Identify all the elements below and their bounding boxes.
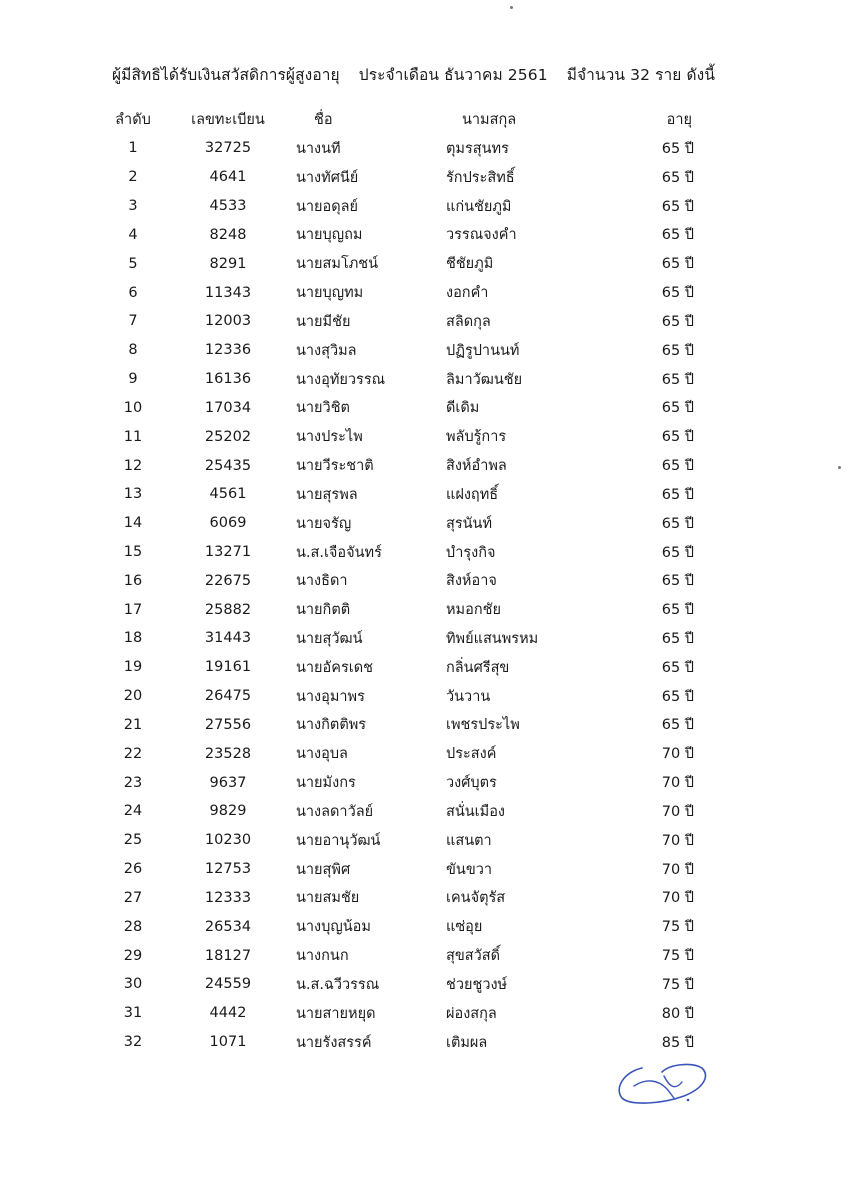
- row-first-name: นางลดาวัลย์: [296, 803, 374, 820]
- row-first-name: นางประไพ: [296, 429, 363, 446]
- row-last-name: วงศ์บุตร: [446, 775, 497, 792]
- row-last-name: แซ่อุย: [446, 919, 483, 936]
- row-last-name: เพชรประไพ: [446, 717, 520, 734]
- scan-speck: [838, 466, 841, 469]
- table-row: [100, 509, 700, 538]
- row-first-name: นายบุญถม: [296, 227, 363, 244]
- row-age: 65 ปี: [661, 429, 694, 446]
- table-row: [100, 884, 700, 913]
- table-row: [100, 711, 700, 740]
- row-order: 3: [128, 198, 138, 215]
- table-row: [100, 855, 700, 884]
- row-registration-number: 27556: [204, 716, 252, 733]
- row-last-name: ปฏิรูปานนท์: [446, 342, 520, 359]
- row-age: 65 ปี: [661, 458, 694, 475]
- row-age: 65 ปี: [661, 486, 694, 503]
- row-last-name: วันวาน: [446, 688, 491, 705]
- row-first-name: นายรังสรรค์: [296, 1034, 372, 1051]
- row-registration-number: 12333: [204, 889, 252, 906]
- row-first-name: นายสายหยุด: [296, 1005, 376, 1022]
- row-registration-number: 12003: [204, 313, 252, 330]
- row-order: 26: [123, 861, 143, 878]
- row-registration-number: 11343: [204, 284, 252, 301]
- row-order: 10: [123, 399, 143, 416]
- column-header-order: ลำดับ: [115, 111, 151, 128]
- row-age: 75 ปี: [661, 976, 694, 993]
- row-registration-number: 26475: [204, 688, 252, 705]
- column-header-first-name: ชื่อ: [314, 111, 333, 128]
- table-row: [100, 653, 700, 682]
- table-row: [100, 278, 700, 307]
- row-order: 7: [128, 313, 138, 330]
- row-order: 15: [123, 544, 143, 560]
- row-first-name: นายมีชัย: [296, 313, 351, 330]
- table-row: [100, 624, 700, 653]
- row-registration-number: 4641: [209, 169, 247, 186]
- row-first-name: นายอัครเดช: [296, 659, 373, 676]
- row-age: 65 ปี: [661, 227, 694, 244]
- row-last-name: วรรณจงคำ: [446, 227, 517, 244]
- table-row: [100, 336, 700, 365]
- row-order: 16: [123, 572, 143, 589]
- row-first-name: นายสมชัย: [296, 890, 360, 907]
- row-order: 23: [123, 774, 143, 791]
- row-first-name: นายกิตติ: [296, 602, 351, 619]
- table-row: [100, 192, 700, 221]
- row-registration-number: 4442: [209, 1005, 247, 1022]
- row-registration-number: 8248: [209, 226, 247, 243]
- table-row: [100, 970, 700, 999]
- row-first-name: นายจรัญ: [296, 515, 352, 532]
- row-first-name: นายวิชิต: [296, 400, 350, 417]
- row-age: 65 ปี: [661, 630, 694, 647]
- row-age: 70 ปี: [661, 803, 694, 820]
- row-age: 85 ปี: [661, 1034, 694, 1051]
- row-first-name: นายอดุลย์: [296, 198, 359, 215]
- row-registration-number: 1071: [209, 1034, 247, 1051]
- row-registration-number: 25202: [204, 428, 252, 445]
- row-registration-number: 25435: [204, 457, 252, 474]
- row-order: 6: [128, 284, 138, 301]
- signature-mark: [612, 1058, 712, 1108]
- row-registration-number: 10230: [204, 832, 252, 849]
- row-age: 65 ปี: [661, 544, 694, 561]
- column-header-last-name: นามสกุล: [462, 111, 517, 128]
- row-order: 2: [128, 169, 138, 186]
- row-last-name: สิงห์อาจ: [446, 573, 497, 590]
- row-last-name: ตุมรสุนทร: [446, 140, 509, 157]
- row-last-name: ผ่องสกุล: [446, 1005, 497, 1022]
- row-order: 19: [123, 659, 143, 676]
- row-registration-number: 17034: [204, 399, 252, 416]
- row-first-name: นายสมโภชน์: [296, 256, 379, 273]
- row-age: 65 ปี: [661, 169, 694, 186]
- table-row: [100, 307, 700, 336]
- row-last-name: กลิ่นศรีสุข: [446, 659, 510, 676]
- row-age: 65 ปี: [661, 688, 694, 705]
- row-registration-number: 9829: [209, 803, 247, 820]
- table-row: [100, 480, 700, 509]
- table-row: [100, 220, 700, 249]
- row-registration-number: 26534: [204, 918, 252, 935]
- row-order: 14: [123, 515, 143, 532]
- row-order: 1: [128, 140, 138, 157]
- table-row: [100, 422, 700, 451]
- row-registration-number: 16136: [204, 371, 252, 388]
- row-order: 13: [123, 486, 143, 503]
- document-heading: [112, 62, 812, 87]
- row-registration-number: 25882: [204, 601, 252, 618]
- row-registration-number: 24559: [204, 976, 252, 993]
- row-age: 65 ปี: [661, 659, 694, 676]
- row-last-name: สลิดกุล: [446, 313, 491, 330]
- row-first-name: นางสุวิมล: [296, 342, 357, 359]
- table-row: [100, 134, 700, 163]
- row-last-name: พลับรู้การ: [446, 429, 507, 446]
- column-header-age: อายุ: [666, 111, 692, 128]
- row-order: 11: [123, 428, 143, 445]
- row-age: 65 ปี: [661, 140, 694, 157]
- column-header-registration: เลขทะเบียน: [191, 111, 265, 128]
- row-age: 65 ปี: [661, 198, 694, 215]
- row-last-name: แสนตา: [446, 832, 492, 849]
- row-registration-number: 19161: [204, 659, 252, 676]
- row-age: 65 ปี: [661, 285, 694, 302]
- row-last-name: เคนจัตุรัส: [446, 890, 506, 907]
- row-order: 24: [123, 803, 143, 820]
- row-first-name: นางอุมาพร: [296, 688, 365, 705]
- row-first-name: นางอุทัยวรรณ: [296, 371, 386, 388]
- row-registration-number: 9637: [209, 774, 247, 791]
- row-age: 65 ปี: [661, 400, 694, 417]
- row-registration-number: 18127: [204, 947, 252, 964]
- row-last-name: แฝงฤทธิ์: [446, 486, 499, 503]
- row-order: 4: [128, 226, 138, 243]
- row-last-name: ดีเดิม: [446, 400, 480, 417]
- row-order: 12: [123, 457, 143, 474]
- row-first-name: นางอุบล: [296, 746, 348, 763]
- row-last-name: ทิพย์แสนพรหม: [446, 630, 539, 647]
- row-last-name: ขันขวา: [446, 861, 493, 878]
- row-registration-number: 4561: [209, 486, 247, 503]
- table-row: [100, 941, 700, 970]
- beneficiary-table: [100, 104, 700, 1057]
- table-row: [100, 999, 700, 1028]
- row-age: 75 ปี: [661, 919, 694, 936]
- row-first-name: นายวีระชาติ: [296, 458, 374, 475]
- row-age: 80 ปี: [661, 1005, 694, 1022]
- row-order: 29: [123, 947, 143, 964]
- row-order: 20: [123, 688, 143, 705]
- table-row: [100, 1028, 700, 1057]
- row-first-name: นายสุรพล: [296, 486, 358, 503]
- table-row: [100, 451, 700, 480]
- row-registration-number: 23528: [204, 745, 252, 762]
- row-first-name: นางธิดา: [296, 573, 348, 590]
- row-order: 17: [123, 601, 143, 618]
- row-registration-number: 32725: [204, 140, 252, 157]
- table-row: [100, 826, 700, 855]
- row-registration-number: 31443: [204, 630, 252, 647]
- row-age: 70 ปี: [661, 746, 694, 763]
- table-row: [100, 163, 700, 192]
- heading-count: มีจำนวน 32 ราย ดังนี้: [566, 66, 716, 84]
- row-last-name: หมอกชัย: [446, 602, 501, 619]
- table-row: [100, 797, 700, 826]
- row-age: 65 ปี: [661, 371, 694, 388]
- row-order: 32: [123, 1034, 143, 1051]
- row-first-name: นายอานุวัฒน์: [296, 832, 381, 849]
- row-first-name: น.ส.เจือจันทร์: [296, 544, 382, 561]
- row-last-name: รักประสิทธิ์: [446, 169, 515, 186]
- row-first-name: นางกนก: [296, 948, 349, 965]
- row-age: 70 ปี: [661, 775, 694, 792]
- table-row: [100, 912, 700, 941]
- row-registration-number: 6069: [209, 515, 247, 532]
- row-first-name: นายมังกร: [296, 775, 356, 792]
- row-age: 75 ปี: [661, 948, 694, 965]
- row-registration-number: 13271: [204, 544, 252, 560]
- row-last-name: สุขสวัสดิ์: [446, 948, 501, 965]
- row-last-name: สิงห์อำพล: [446, 458, 507, 475]
- row-registration-number: 12753: [204, 861, 252, 878]
- row-last-name: บำรุงกิจ: [446, 544, 496, 561]
- row-order: 18: [123, 630, 143, 647]
- row-age: 70 ปี: [661, 861, 694, 878]
- row-last-name: ชีชัยภูมิ: [446, 256, 494, 273]
- row-first-name: นางนที: [296, 140, 341, 157]
- row-order: 9: [128, 371, 138, 388]
- table-row: [100, 595, 700, 624]
- heading-period: ประจำเดือน ธันวาคม 2561: [358, 66, 548, 84]
- row-order: 25: [123, 832, 143, 849]
- row-last-name: งอกคำ: [446, 285, 489, 302]
- row-age: 65 ปี: [661, 602, 694, 619]
- row-age: 65 ปี: [661, 342, 694, 359]
- row-order: 28: [123, 918, 143, 935]
- row-last-name: ช่วยชูวงษ์: [446, 976, 508, 993]
- row-last-name: ลิมาวัฒนชัย: [446, 371, 523, 388]
- row-order: 30: [123, 976, 143, 993]
- table-row: [100, 682, 700, 711]
- row-last-name: เติมผล: [446, 1034, 488, 1051]
- row-first-name: น.ส.ฉวีวรรณ: [296, 976, 380, 993]
- table-body: [100, 134, 700, 1057]
- scan-speck: [510, 6, 513, 9]
- row-last-name: สุรนันท์: [446, 515, 493, 532]
- table-header-row: [100, 104, 700, 134]
- row-order: 31: [123, 1005, 143, 1022]
- row-order: 8: [128, 342, 138, 359]
- row-registration-number: 22675: [204, 572, 252, 589]
- row-age: 70 ปี: [661, 890, 694, 907]
- row-last-name: แก่นชัยภูมิ: [446, 198, 512, 215]
- row-first-name: นางบุญน้อม: [296, 919, 371, 936]
- table-row: [100, 393, 700, 422]
- row-first-name: นายบุญทม: [296, 285, 364, 302]
- row-age: 70 ปี: [661, 832, 694, 849]
- table-row: [100, 538, 700, 567]
- row-last-name: ประสงค์: [446, 746, 497, 763]
- table-row: [100, 365, 700, 394]
- table-row: [100, 768, 700, 797]
- row-registration-number: 8291: [209, 255, 247, 272]
- row-last-name: สนั่นเมือง: [446, 803, 505, 820]
- row-age: 65 ปี: [661, 573, 694, 590]
- table-row: [100, 249, 700, 278]
- row-age: 65 ปี: [661, 717, 694, 734]
- row-registration-number: 12336: [204, 342, 252, 359]
- row-order: 5: [128, 255, 138, 272]
- row-first-name: นางกิตติพร: [296, 717, 367, 734]
- row-first-name: นายสุวัฒน์: [296, 630, 363, 647]
- row-registration-number: 4533: [209, 198, 247, 215]
- table-row: [100, 739, 700, 768]
- row-order: 27: [123, 889, 143, 906]
- row-age: 65 ปี: [661, 515, 694, 532]
- table-row: [100, 566, 700, 595]
- row-first-name: นางทัศนีย์: [296, 169, 359, 186]
- row-first-name: นายสุพิศ: [296, 861, 351, 878]
- row-order: 21: [123, 716, 143, 733]
- row-age: 65 ปี: [661, 313, 694, 330]
- heading-subject: ผู้มีสิทธิได้รับเงินสวัสดิการผู้สูงอายุ: [112, 66, 340, 84]
- row-age: 65 ปี: [661, 256, 694, 273]
- row-order: 22: [123, 745, 143, 762]
